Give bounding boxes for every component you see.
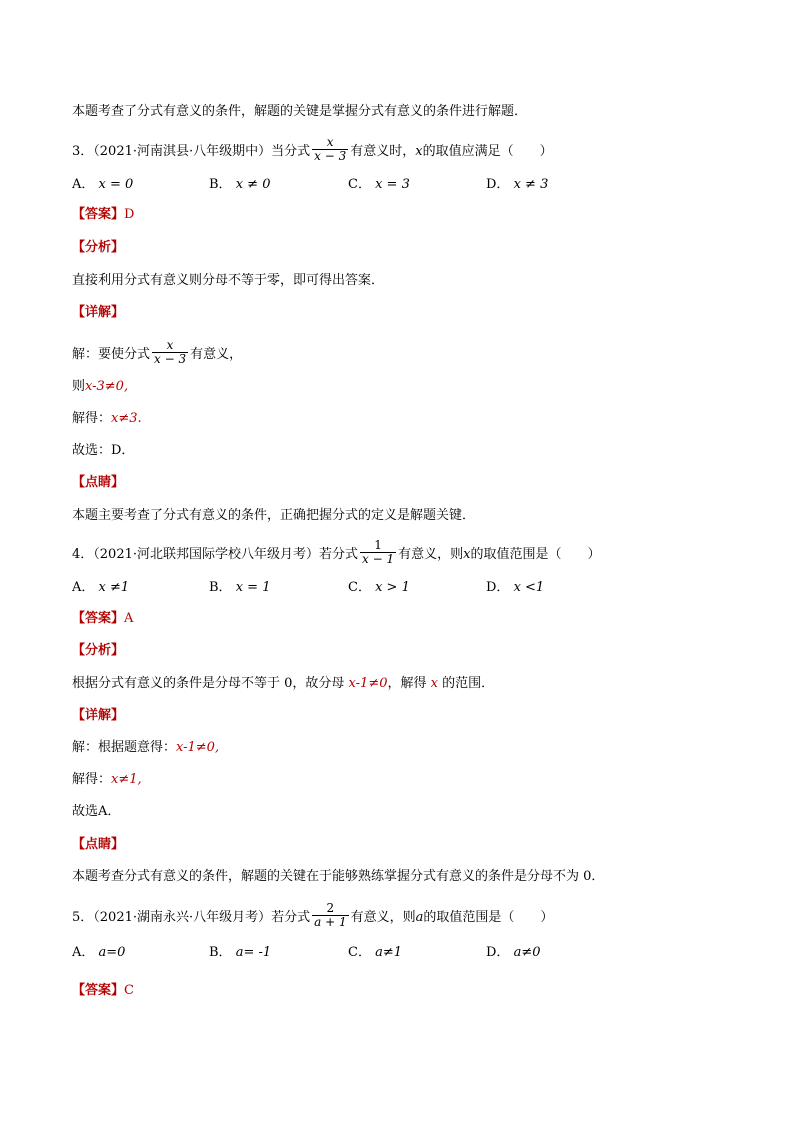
q4-analysis-tag: 【分析】 <box>72 643 125 658</box>
q3-stem <box>72 135 553 165</box>
q3-option-d: D． x ≠ 3 <box>486 177 549 192</box>
q5-fraction: $\frac{2}{a + 1}$ <box>314 901 347 929</box>
q4-stem: 4．（2021·河北联邦国际学校八年级月考）若分式 $\frac{1}{x - 1}$ 有意义，则x的取值范围是（ ） <box>72 538 601 566</box>
q3-answer-tag: 【答案】 <box>72 207 125 222</box>
q3-stem-mid: 有意义时， <box>350 144 416 159</box>
q3-detail-fraction: $\frac{x}{x - 3}$ <box>154 338 187 366</box>
q4-option-b: B． x = 1 <box>209 580 271 595</box>
q5-stem: 5．（2021·湖南永兴·八年级月考）若分式 $\frac{2}{a + 1}$ 有意义，则a的取值范围是（ ） <box>72 901 554 929</box>
q3-detail-line2: 则x-3≠0, <box>72 379 129 394</box>
q4-option-c: C． x > 1 <box>348 580 410 595</box>
q4-answer: 【答案】A <box>72 611 134 626</box>
q3-comment-tag: 【点睛】 <box>72 475 125 490</box>
q3-option-a: A． x = 0 <box>72 177 134 192</box>
q4-detail-line1: 解：根据题意得：x-1≠0, <box>72 740 220 755</box>
q4-analysis-text: 根据分式有意义的条件是分母不等于 0，故分母 x-1≠0，解得 x 的范围． <box>72 676 495 691</box>
q3-option-c: C． x = 3 <box>348 177 410 192</box>
q4-detail-tag: 【详解】 <box>72 708 125 723</box>
q4-comment-text: 本题考查分式有意义的条件，解题的关键在于能够熟练掌握分式有意义的条件是分母不为 0． <box>72 869 605 884</box>
q5-option-a: A． a=0 <box>72 945 126 960</box>
q3-answer <box>72 207 134 223</box>
q3-stem-suffix: 的取值应满足（ ） <box>422 144 553 159</box>
q3-analysis-tag: 【分析】 <box>72 240 125 255</box>
q3-comment-text: 本题主要考查了分式有意义的条件，正确把握分式的定义是解题关键． <box>72 508 476 523</box>
q5-option-b: B． a= -1 <box>209 945 272 960</box>
q4-detail-line3: 故选A． <box>72 804 121 819</box>
q3-detail-line1: 解：要使分式 $\frac{x}{x - 3}$ 有意义， <box>72 338 243 366</box>
q3-stem-prefix: 3．（2021·河南淇县·八年级期中）当分式 <box>72 144 311 159</box>
q4-detail-line2: 解得：x≠1, <box>72 772 142 787</box>
q3-answer-value: D <box>124 207 135 222</box>
q3-frac-den: x − 3 <box>314 149 347 163</box>
q5-answer: 【答案】C <box>72 983 134 998</box>
q3-detail-line4: 故选：D． <box>72 443 135 458</box>
q3-option-b: B． x ≠ 0 <box>209 177 271 192</box>
q3-stem-var: x <box>415 144 423 159</box>
q4-option-a: A． x ≠1 <box>72 580 130 595</box>
q3-frac-num: x <box>326 135 334 149</box>
q5-option-c: C． a≠1 <box>348 945 403 960</box>
q5-option-d: D． a≠0 <box>486 945 541 960</box>
q3-fraction <box>312 136 348 163</box>
q3-detail-line3: 解得：x≠3. <box>72 411 142 426</box>
q4-option-d: D． x <1 <box>486 580 545 595</box>
q4-fraction: $\frac{1}{x - 1}$ <box>362 538 395 566</box>
q4-comment-tag: 【点睛】 <box>72 837 125 852</box>
q3-detail-tag: 【详解】 <box>72 305 125 320</box>
intro-line: 本题考查了分式有意义的条件，解题的关键是掌握分式有意义的条件进行解题． <box>72 104 528 119</box>
q3-analysis-text: 直接利用分式有意义则分母不等于零，即可得出答案． <box>72 273 385 288</box>
